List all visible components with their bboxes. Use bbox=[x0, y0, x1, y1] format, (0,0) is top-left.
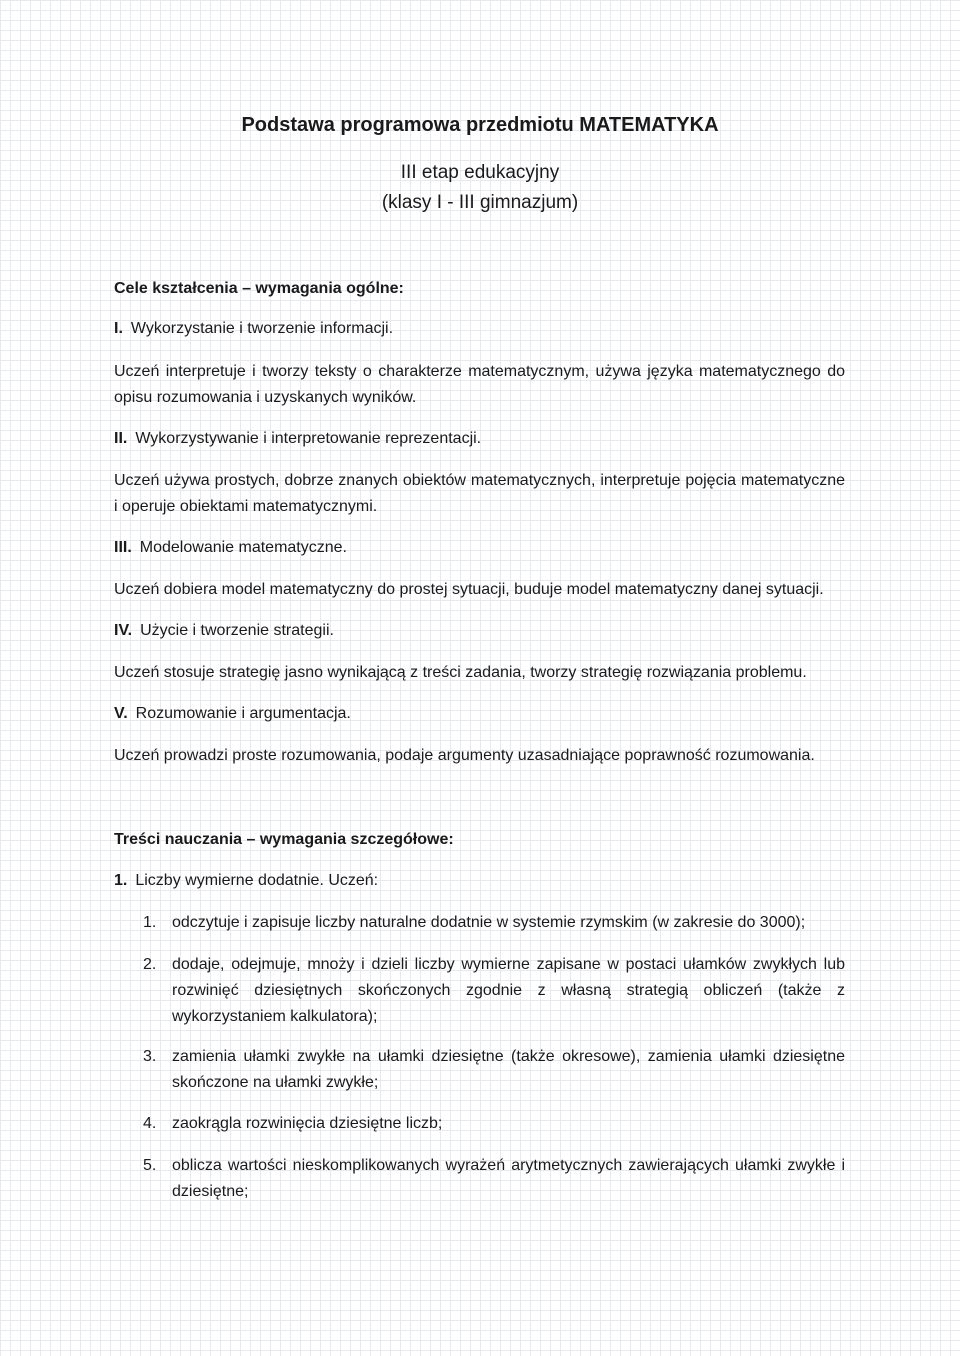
goal-numeral: I. bbox=[114, 320, 123, 337]
requirement-number: 4. bbox=[143, 1115, 157, 1132]
topic-title bbox=[114, 872, 378, 890]
requirement-number: 2. bbox=[143, 956, 157, 973]
goal-numeral: II. bbox=[114, 430, 128, 447]
goal-numeral: V. bbox=[114, 705, 128, 722]
goal-description: Uczeń interpretuje i tworzy teksty o charakterze matematycznym, używa języka matematycznego do opisu rozumowania i uzyskanych wyników. bbox=[114, 363, 845, 406]
goals-heading: Cele kształcenia – wymagania ogólne: bbox=[114, 280, 404, 297]
document-subtitle-classes: (klasy I - III gimnazjum) bbox=[381, 192, 579, 213]
requirement-text: odczytuje i zapisuje liczby naturalne dodatnie w systemie rzymskim (w zakresie do 3000); bbox=[172, 914, 806, 931]
goal-title bbox=[114, 430, 481, 448]
goal-title bbox=[114, 705, 351, 723]
requirement-number: 1. bbox=[143, 914, 157, 931]
goal-title-text: Wykorzystywanie i interpretowanie reprezentacji. bbox=[135, 430, 482, 447]
requirement-item bbox=[143, 952, 845, 1030]
document-subtitle-stage: III etap edukacyjny bbox=[400, 162, 560, 183]
topic-title-text: Liczby wymierne dodatnie. Uczeń: bbox=[135, 872, 379, 889]
goal-title-text: Użycie i tworzenie strategii. bbox=[140, 622, 334, 639]
requirement-number: 3. bbox=[143, 1048, 157, 1065]
goal-title bbox=[114, 539, 347, 557]
goal-description: Uczeń używa prostych, dobrze znanych obiektów matematycznych, interpretuje pojęcia matematyczne i operuje obiektami matematycznymi. bbox=[114, 472, 845, 515]
requirement-item bbox=[143, 1044, 845, 1096]
goal-title bbox=[114, 320, 393, 338]
goal-description: Uczeń dobiera model matematyczny do prostej sytuacji, buduje model matematyczny danej sytuacji. bbox=[114, 581, 824, 598]
goal-title bbox=[114, 622, 334, 640]
requirement-item bbox=[143, 910, 845, 936]
requirement-number: 5. bbox=[143, 1157, 157, 1174]
requirement-text: zaokrągla rozwinięcia dziesiętne liczb; bbox=[172, 1115, 443, 1132]
goal-description: Uczeń prowadzi proste rozumowania, podaje argumenty uzasadniające poprawność rozumowania. bbox=[114, 747, 815, 764]
document-title: Podstawa programowa przedmiotu MATEMATYKA bbox=[241, 114, 719, 136]
requirement-item bbox=[143, 1111, 845, 1137]
goal-title-text: Rozumowanie i argumentacja. bbox=[135, 705, 351, 722]
goal-title-text: Wykorzystanie i tworzenie informacji. bbox=[130, 320, 394, 337]
requirement-text: oblicza wartości nieskomplikowanych wyrażeń arytmetycznych zawierających ułamki zwykłe i dziesiętne; bbox=[172, 1157, 845, 1200]
requirement-text: zamienia ułamki zwykłe na ułamki dziesiętne (także okresowe), zamienia ułamki dziesiętne skończone na ułamki zwykłe; bbox=[172, 1048, 845, 1091]
goal-description: Uczeń stosuje strategię jasno wynikającą z treści zadania, tworzy strategię rozwiązania problemu. bbox=[114, 664, 807, 681]
content-heading: Treści nauczania – wymagania szczegółowe: bbox=[114, 831, 454, 848]
goal-numeral: IV. bbox=[114, 622, 133, 639]
goal-title-text: Modelowanie matematyczne. bbox=[139, 539, 347, 556]
requirement-text: dodaje, odejmuje, mnoży i dzieli liczby wymierne zapisane w postaci ułamków zwykłych lub rozwinięć dziesiętnych skończonych zgodnie z własną strategią obliczeń (także z wykorzystaniem kalkulatora); bbox=[172, 956, 845, 1025]
requirement-item bbox=[143, 1153, 845, 1205]
topic-number: 1. bbox=[114, 872, 128, 889]
goal-numeral: III. bbox=[114, 539, 132, 556]
